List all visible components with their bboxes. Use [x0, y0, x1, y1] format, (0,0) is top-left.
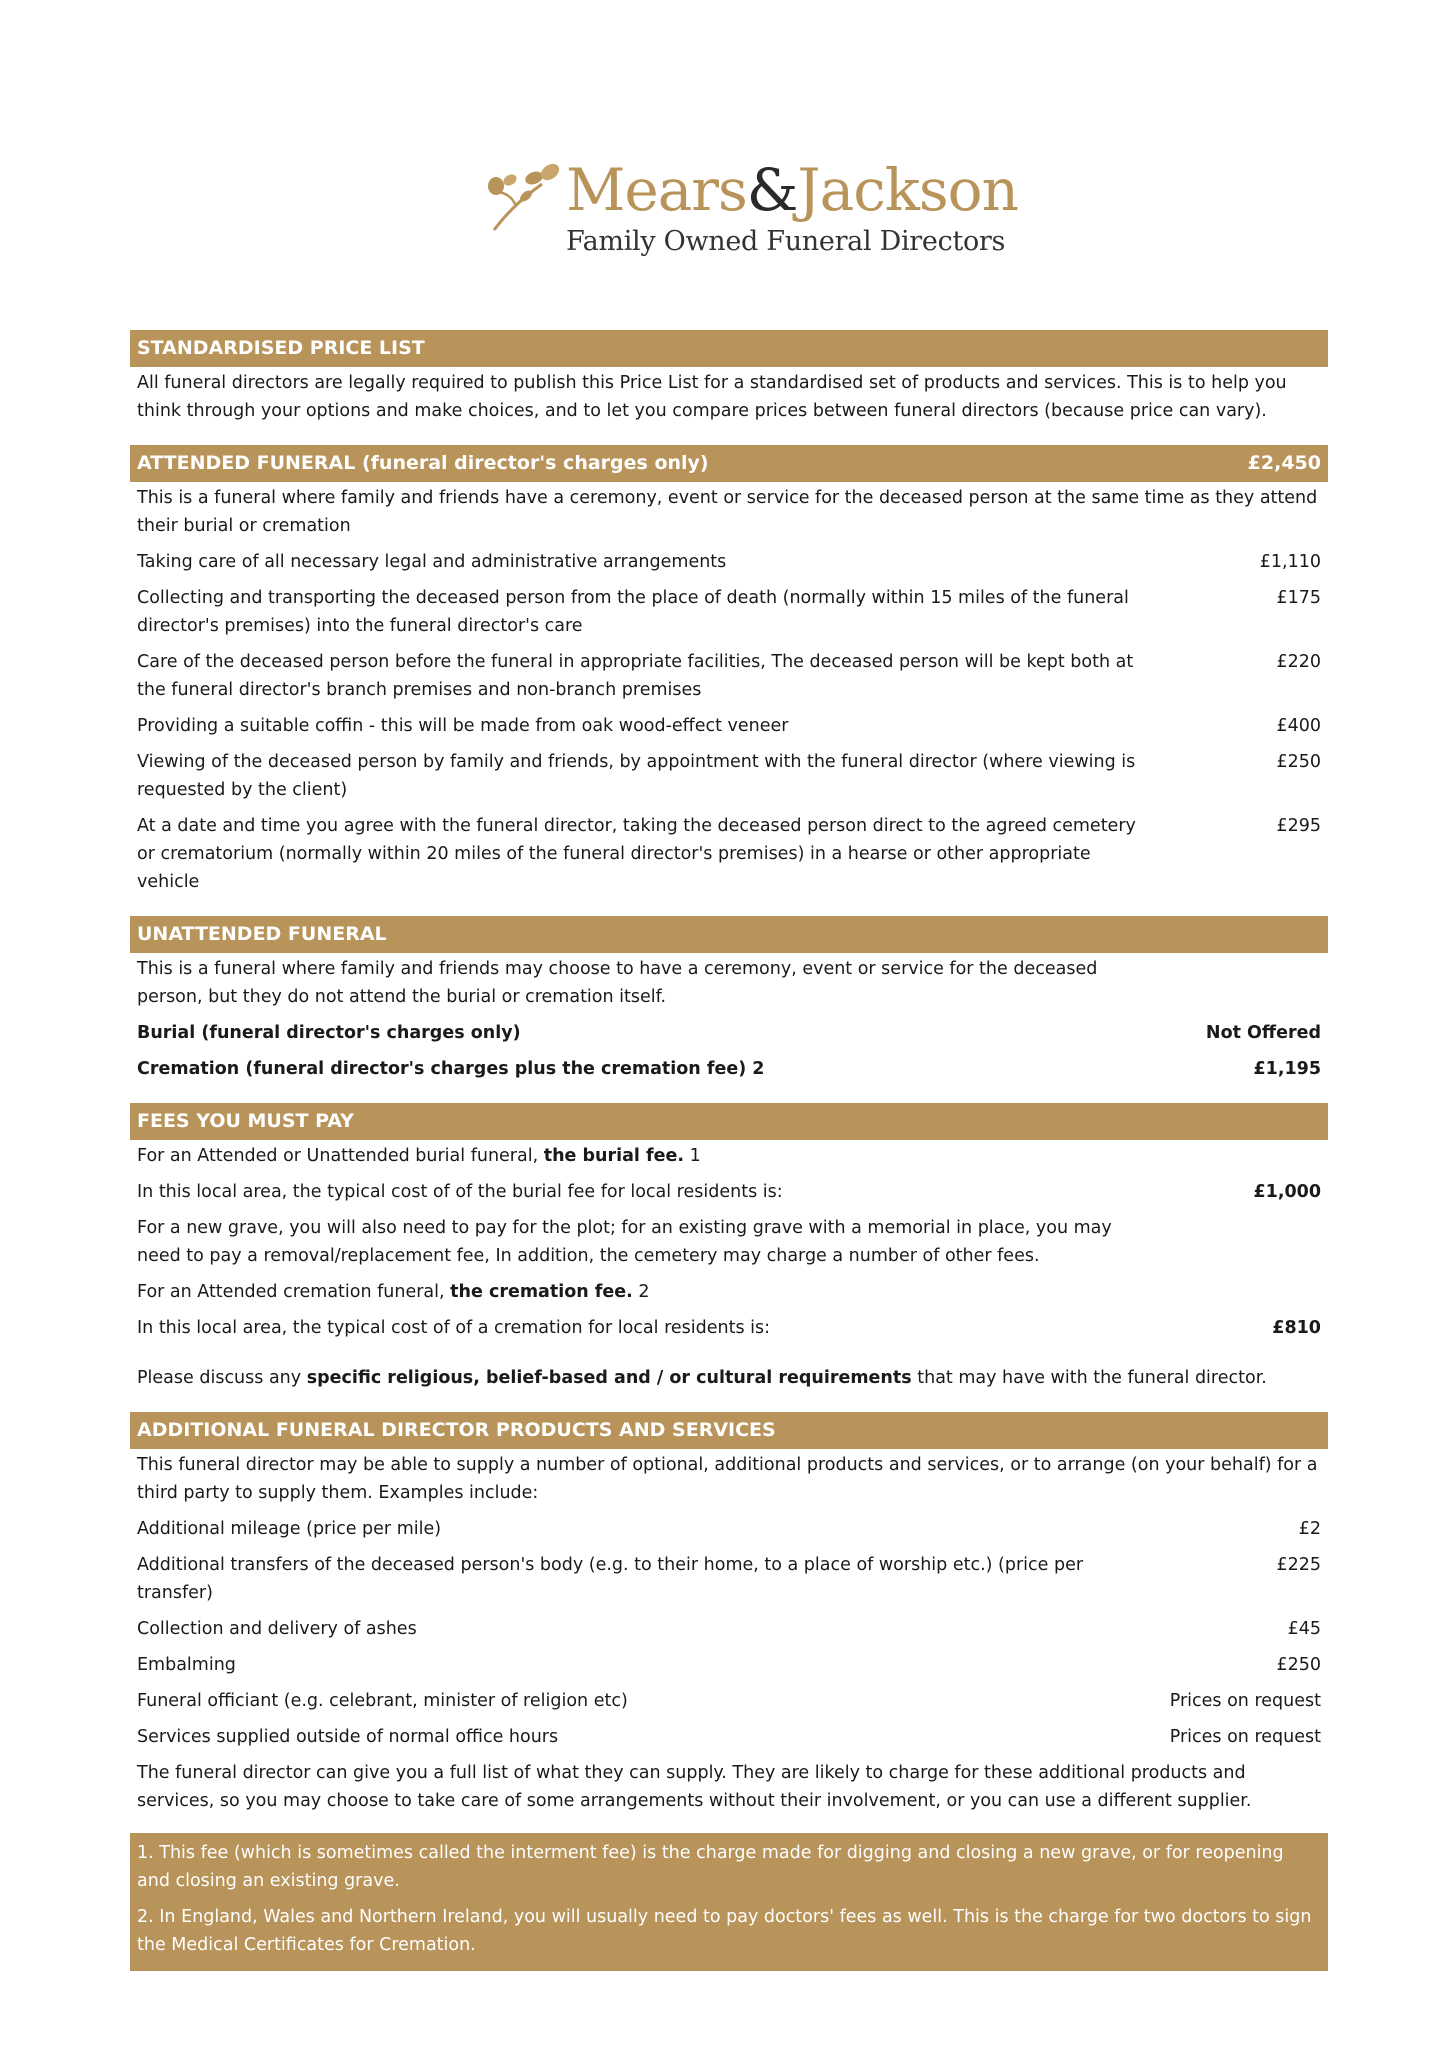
attended-total-price: £2,450 — [1247, 452, 1321, 474]
section-header-fees: FEES YOU MUST PAY — [130, 1103, 1328, 1140]
brand-tagline: Family Owned Funeral Directors — [566, 226, 1006, 257]
section-header-unattended: UNATTENDED FUNERAL — [130, 916, 1328, 953]
additional-outro: The funeral director can give you a full list of what they can supply. They are likely to charge for these additional products and services, so you may choose to take care of some arrangements without their involvement, or you can use a different supplier. — [137, 1763, 1252, 1811]
section-header-standardised: STANDARDISED PRICE LIST — [130, 330, 1328, 367]
price-row: Services supplied outside of normal office hours Prices on request — [137, 1727, 1321, 1747]
footnotes — [130, 1833, 1328, 1971]
section-header-attended: ATTENDED FUNERAL (funeral director's charges only) £2,450 — [130, 445, 1328, 482]
price-row: At a date and time you agree with the funeral director, taking the deceased person direct to the agreed cemetery or crematorium (normally within 20 miles of the funeral director's premises) in a hearse or other appropriate vehicle £295 — [137, 816, 1321, 892]
price-list — [130, 330, 1328, 1971]
footnote-2: 2. In England, Wales and Northern Ireland, you will usually need to pay doctors' fees as well. This is the charge for two doctors to sign the Medical Certificates for Cremation. — [137, 1907, 1312, 1955]
additional-intro: This funeral director may be able to supply a number of optional, additional products and services, or to arrange (on your behalf) for a third party to supply them. Examples include: — [137, 1455, 1318, 1503]
price-row: In this local area, the typical cost of of the burial fee for local residents is: £1,000 — [137, 1182, 1321, 1202]
rose-sprig-icon — [486, 162, 570, 234]
price-row: Viewing of the deceased person by family and friends, by appointment with the funeral director (where viewing is requested by the client) £250 — [137, 752, 1321, 800]
price-row: Embalming £250 — [137, 1655, 1321, 1675]
price-row: Care of the deceased person before the funeral in appropriate facilities, The deceased person will be kept both at the funeral director's branch premises and non-branch premises £220 — [137, 652, 1321, 700]
logo — [0, 158, 1447, 268]
grave-note: For a new grave, you will also need to pay for the plot; for an existing grave with a memorial in place, you may need to pay a removal/replacement fee, In addition, the cemetery may charge a number of other fees. — [137, 1218, 1112, 1266]
price-row: Cremation (funeral director's charges plus the cremation fee) 2 £1,195 — [137, 1059, 1321, 1079]
cremation-fee-line: For an Attended cremation funeral, the cremation fee. 2 — [137, 1282, 650, 1302]
price-row: Collecting and transporting the deceased person from the place of death (normally within 15 miles of the funeral director's premises) into the funeral director's care £175 — [137, 588, 1321, 636]
unattended-intro: This is a funeral where family and friends may choose to have a ceremony, event or service for the deceased person, but they do not attend the burial or cremation itself. — [137, 959, 1098, 1007]
section-header-additional: ADDITIONAL FUNERAL DIRECTOR PRODUCTS AND SERVICES — [130, 1412, 1328, 1449]
price-row: Funeral officiant (e.g. celebrant, minister of religion etc) Prices on request — [137, 1691, 1321, 1711]
price-row: Additional transfers of the deceased person's body (e.g. to their home, to a place of worship etc.) (price per transfer) £225 — [137, 1555, 1321, 1603]
discuss-requirements: Please discuss any specific religious, belief-based and / or cultural requirements that may have with the funeral director. — [137, 1368, 1267, 1388]
attended-intro: This is a funeral where family and friends have a ceremony, event or service for the deceased person at the same time as they attend their burial or cremation — [137, 488, 1318, 536]
price-row: In this local area, the typical cost of of a cremation for local residents is: £810 — [137, 1318, 1321, 1338]
burial-fee-line: For an Attended or Unattended burial funeral, the burial fee. 1 — [137, 1146, 701, 1166]
footnote-1: 1. This fee (which is sometimes called the interment fee) is the charge made for digging and closing a new grave, or for reopening and closing an existing grave. — [137, 1843, 1284, 1891]
price-row: Burial (funeral director's charges only) Not Offered — [137, 1023, 1321, 1043]
price-row: Taking care of all necessary legal and administrative arrangements £1,110 — [137, 552, 1321, 572]
standardised-intro: All funeral directors are legally required to publish this Price List for a standardised set of products and services. This is to help you think through your options and make choices, and to let you compare prices between funeral directors (because price can vary). — [137, 373, 1287, 421]
brand-name: Mears&Jackson — [566, 156, 1018, 224]
price-row: Additional mileage (price per mile) £2 — [137, 1519, 1321, 1539]
price-row: Collection and delivery of ashes £45 — [137, 1619, 1321, 1639]
price-row: Providing a suitable coffin - this will be made from oak wood-effect veneer £400 — [137, 716, 1321, 736]
